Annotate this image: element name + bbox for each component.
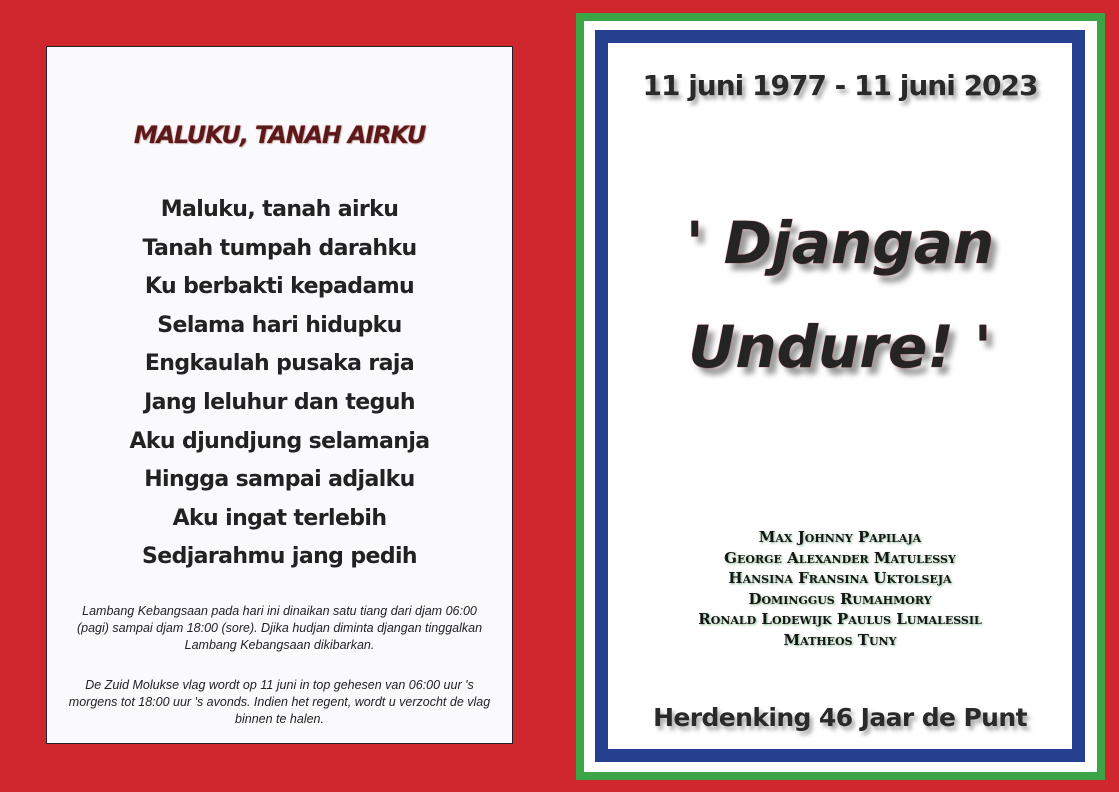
lyric-line: Hingga sampai adjalku <box>144 467 415 493</box>
commemoration-dates: 11 juni 1977 - 11 juni 2023 <box>642 69 1038 102</box>
anthem-title: MALUKU, TANAH AIRKU <box>133 121 426 149</box>
cover-title-line-1: ' Djangan <box>685 209 995 277</box>
lyric-line: Selama hari hidupku <box>157 312 402 338</box>
lyric-line: Aku ingat terlebih <box>172 505 387 531</box>
victim-name: Matheos Tuny <box>783 630 897 649</box>
anthem-page <box>46 46 513 744</box>
frame-blue-border <box>595 30 1085 762</box>
memorial-cover-page <box>608 43 1072 749</box>
anthem-lyrics <box>47 191 512 577</box>
victim-name: Dominggus Rumahmory <box>748 589 932 608</box>
cover-title-line-2: Undure! ' <box>688 313 992 381</box>
victim-name: Max Johnny Papilaja <box>758 528 922 546</box>
lyric-line: Sedjarahmu jang pedih <box>142 544 417 570</box>
flag-note-indonesian: Lambang Kebangsaan pada hari ini dinaikan satu tiang dari djam 06:00 (pagi) sampai djam 18:00 (sore). Djika hudjan diminta djangan tinggalkan Lambang Kebangsaan dikibarkan. <box>76 604 483 652</box>
lyric-line: Maluku, tanah airku <box>160 197 399 222</box>
memorial-cover-frame <box>576 13 1105 780</box>
victims-names-list <box>608 527 1072 651</box>
flag-note-dutch: De Zuid Molukse vlag wordt op 11 juni in top gehesen van 06:00 uur 's morgens tot 18:00 uur 's avonds. Indien het regent, wordt u verzocht de vlag binnen te halen. <box>68 678 491 726</box>
lyric-line: Tanah tumpah darahku <box>142 235 417 261</box>
victim-name: Ronald Lodewijk Paulus Lumalessil <box>698 610 982 629</box>
lyric-line: Aku djundjung selamanja <box>129 428 430 454</box>
victim-name: Hansina Fransina Uktolseja <box>728 569 952 588</box>
lyric-line: Jang leluhur dan teguh <box>144 389 415 415</box>
memorial-footer-title: Herdenking 46 Jaar de Punt <box>653 703 1027 732</box>
lyric-line: Engkaulah pusaka raja <box>144 351 415 377</box>
lyric-line: Ku berbakti kepadamu <box>144 274 415 300</box>
victim-name: George Alexander Matulessy <box>724 548 956 567</box>
